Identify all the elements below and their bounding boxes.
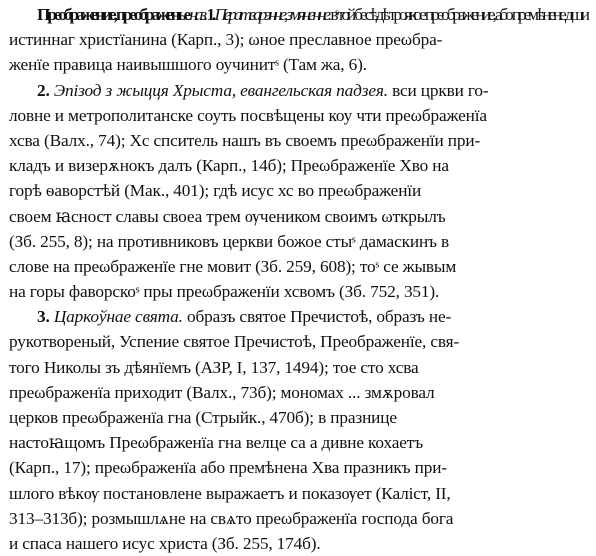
dictionary-entry — [9, 2, 589, 556]
citation-line: ловне и метрополитанске соуть посвѣщены коу чти преωбраженїа — [9, 105, 487, 125]
citation-line: (Карп., 17); преωбраженїа або премѣнена Хва празникъ при- — [9, 458, 447, 478]
citation-line: слове на преωбраженїе гне мовит (Зб. 259, 608); тоˢ се жывым — [9, 256, 457, 276]
citation-line: хсва (Валх., 74); Хс спситель нашъ въ своемъ преωбраженїи при- — [9, 130, 481, 150]
sense-gloss: Царкоўнае свята. — [53, 307, 183, 327]
sense-gloss: Ператварэнне, змяненне. — [214, 5, 330, 24]
entry-line — [9, 304, 589, 329]
citation-line: церков преωбраженїа гна (Стрыйк., 470б); в празнице — [9, 408, 397, 427]
citation-text: образъ святое Пречистоѣ, образъ не- — [182, 307, 452, 327]
sense-number: 2. — [37, 80, 50, 100]
citation-line: преωбраженїа приходит (Валх., 73б); мономах ... змѫровал — [9, 382, 435, 402]
sense-number: 3. — [37, 307, 50, 327]
entry-line — [9, 2, 589, 27]
sense-number: 1. — [206, 5, 214, 24]
citation-line: (Зб. 255, 8); на противниковъ церкви божое стыˢ дамаскинъ в — [9, 231, 450, 251]
citation-line: женїе правица наивышшого оучинитˢ (Там жа, 6). — [9, 55, 367, 75]
citation-line: и спаса нашего исус христа (Зб. 255, 174б). — [9, 533, 321, 553]
citation-line: того Николы зъ дѣянїемъ (АЗР, I, 137, 1494); тое сто хсва — [9, 357, 419, 377]
sense-gloss: Эпізод з жыцця Хрыста, евангельская падзея. — [53, 80, 388, 100]
headword: Преображение, преображенье — [37, 5, 189, 24]
citation-text: вси цркви го- — [387, 80, 489, 100]
citation-line: шлого вѣкѹ постановлене выражаетъ и показѹет (Каліст, II, — [9, 483, 451, 503]
citation-line: истиннаг христїанина (Карп., 3); ωное преславное преωбра- — [9, 30, 443, 50]
citation-line: кладъ и визерѫнокъ далъ (Карп., 14б); Преωбраженїе Хво на — [9, 156, 449, 176]
citation-text: вˢ той бесѣдѣ троякое преображение, або премѣнене дши — [329, 5, 587, 24]
citation-line: 313–313б); розмышлѧне на свѧто преωбраженїа господа бога — [9, 508, 454, 528]
citation-line: горѣ ѳаворстѣй (Мак., 401); гдѣ исус хс во преωбраженїи — [9, 181, 422, 201]
grammar-label: наз. — [189, 5, 206, 24]
citation-line: рукотвореный, Успение святое Пречистоѣ, Преображенїе, свя- — [9, 332, 460, 352]
entry-line — [9, 78, 589, 103]
citation-line: настоꙗщомъ Преωбраженїа гна велце са а дивне кохаетъ — [9, 433, 423, 453]
citation-line: на горы фаворскоˢ пры преωбраженїи хсвомъ (Зб. 752, 351). — [9, 282, 440, 302]
citation-line: своем ꙗсност славы своеа трем ѹчеником своимъ ωткрылъ — [9, 206, 446, 226]
